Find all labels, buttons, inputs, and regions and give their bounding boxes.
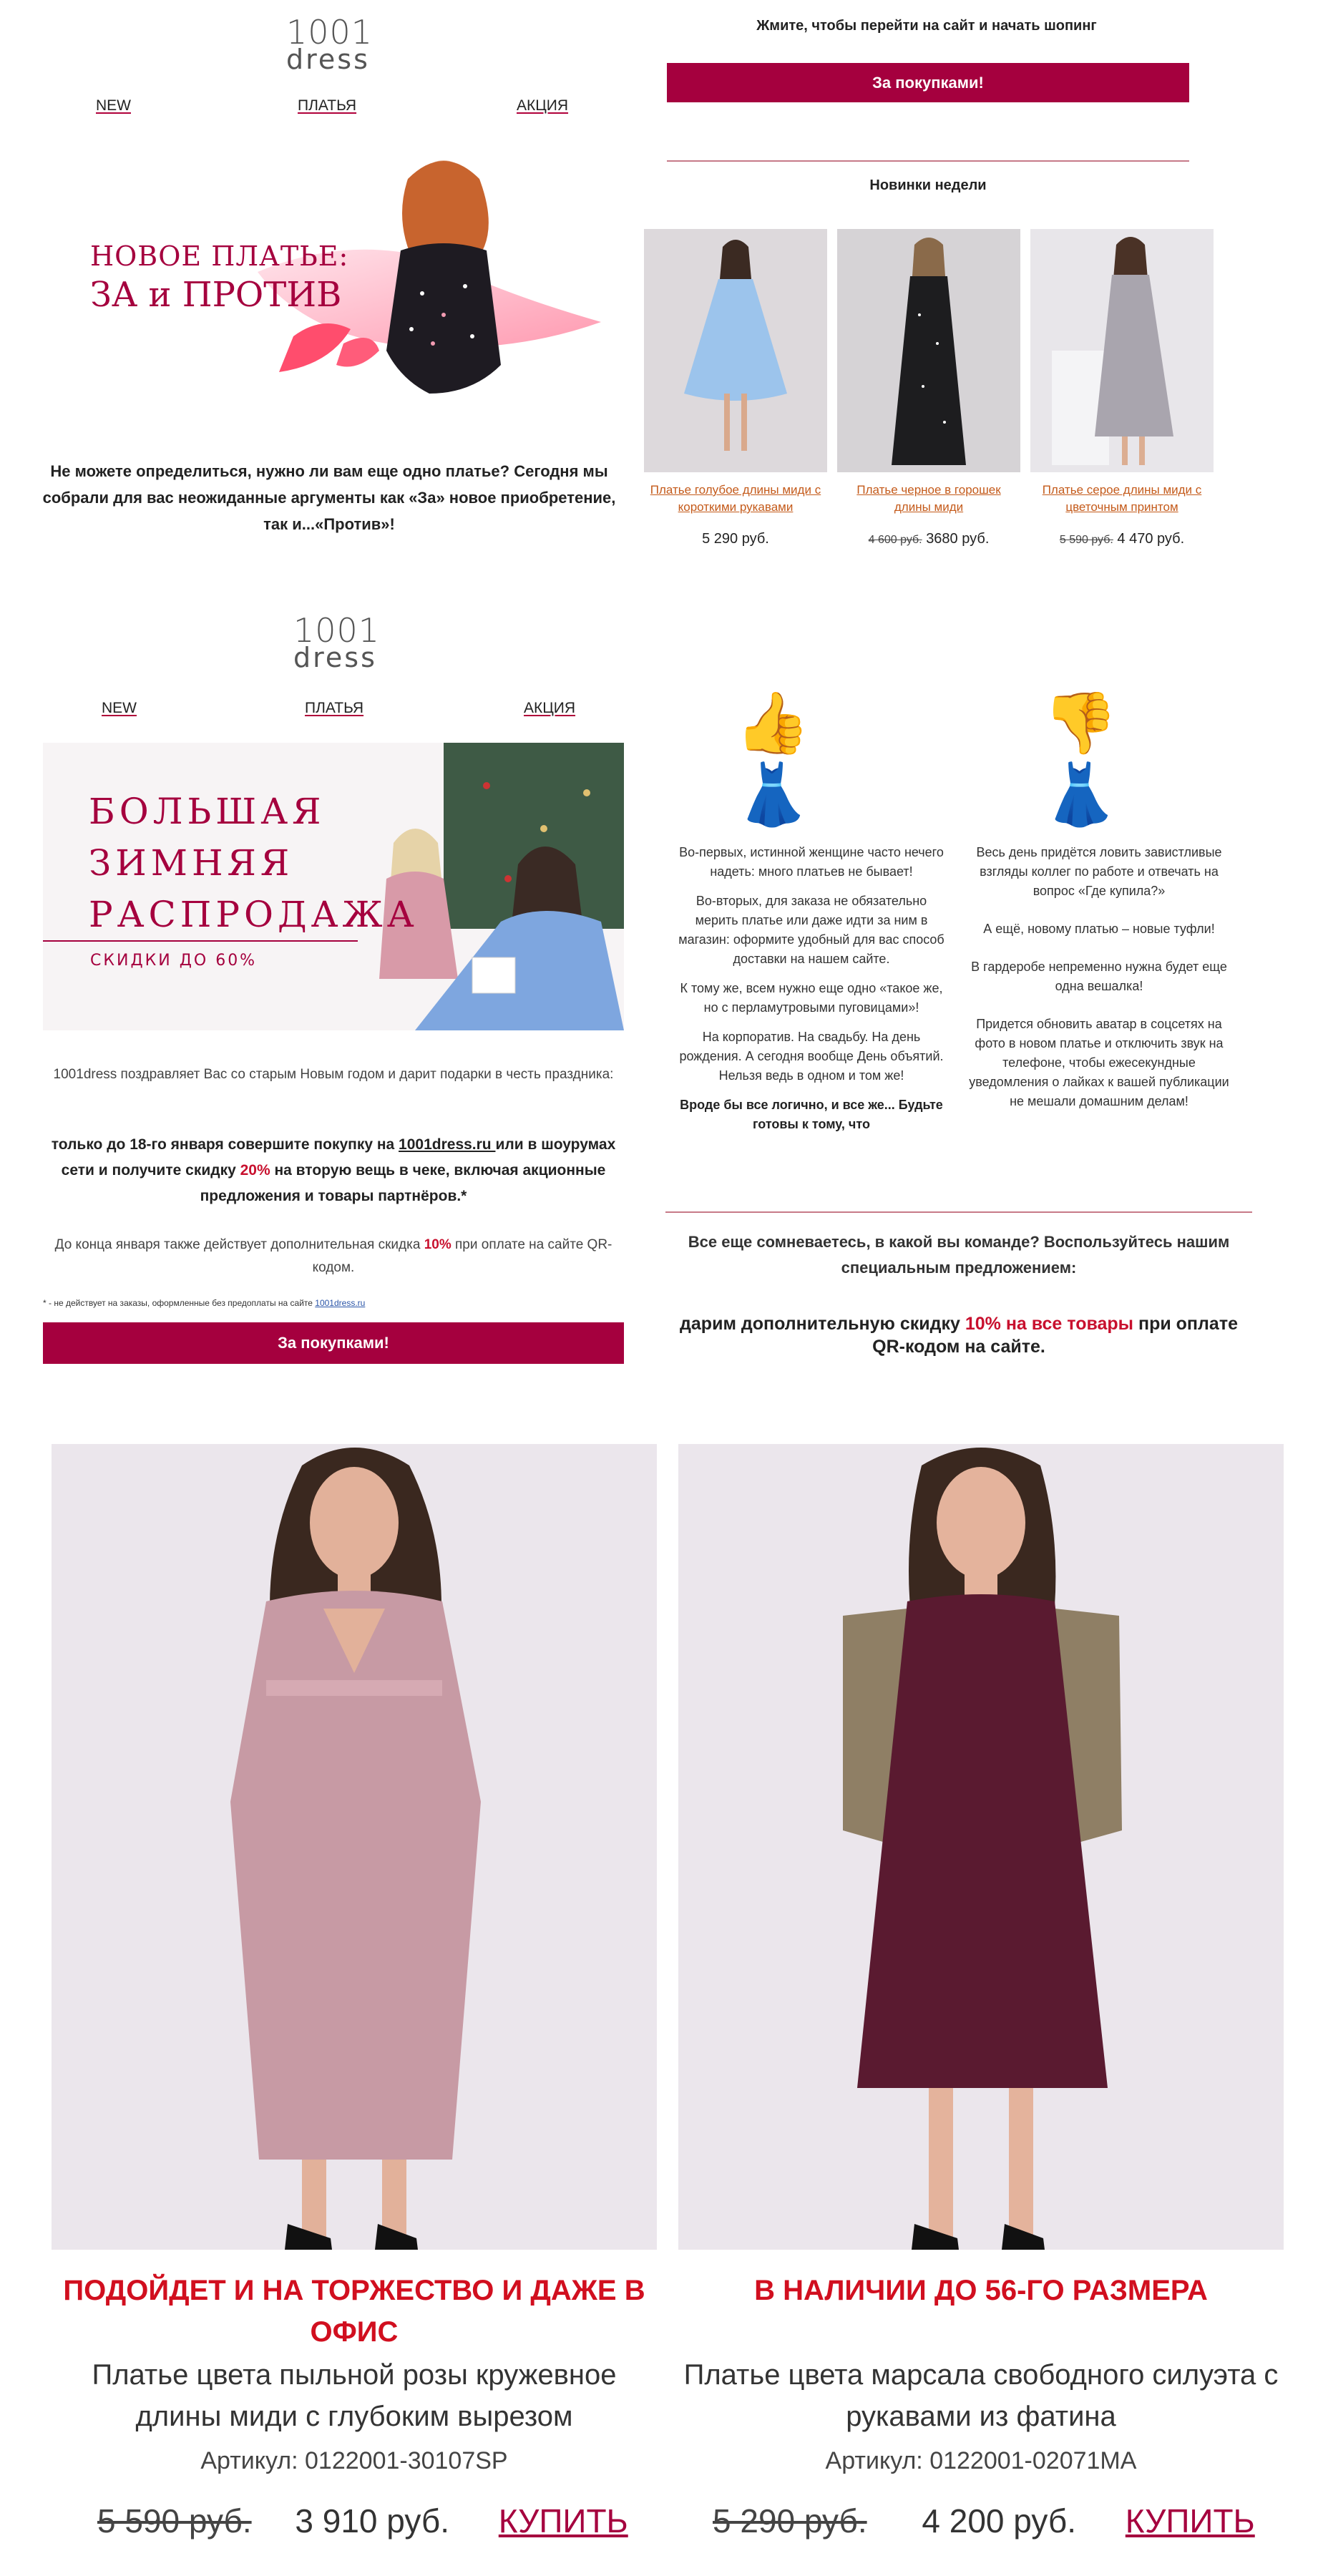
nav-dresses-link-2[interactable]: ПЛАТЬЯ — [305, 700, 364, 716]
big-old-price-1: 5 590 руб. — [97, 2502, 252, 2540]
winter-sale-line2: ЗИМНЯЯ — [89, 842, 294, 884]
product-photo-3 — [1030, 229, 1214, 472]
con-item-3: В гардеробе непременно нужна будет еще одна вешалка! — [971, 960, 1227, 993]
big-product-article-1: Артикул: 0122001-30107SP — [200, 2447, 508, 2474]
footnote — [43, 1298, 624, 1308]
pros-column — [678, 843, 944, 1134]
pro-item-3: К тому же, всем нужно еще одно «такое же, но с перламутровыми пуговицами»! — [680, 981, 943, 1015]
con-item-1: Весь день придётся ловить завистливые взгляды коллег по работе и отвечать на вопрос «Где купила?» — [976, 845, 1222, 898]
intro-text: Не можете определиться, нужно ли вам еще одно платье? Сегодня мы собрали для вас неожиданные аргументы как «За» новое приобретение, так и...«Против»! — [42, 462, 616, 533]
price-old-2: 4 600 руб. — [868, 534, 922, 546]
new-arrivals-title: Новинки недели — [869, 177, 987, 193]
big-old-price-2: 5 290 руб. — [713, 2502, 867, 2540]
pros-cons-banner[interactable] — [43, 150, 615, 415]
con-item-2: А ещё, новому платью – новые туфли! — [983, 922, 1215, 936]
logo-word: dress — [286, 44, 370, 75]
big-product-photo-2 — [678, 1444, 1284, 2250]
buy-button-1[interactable]: КУПИТЬ — [498, 2502, 628, 2540]
winter-sale-title — [89, 786, 419, 940]
product-link-3[interactable]: Платье серое длины миди с цветочным принтом — [1042, 483, 1202, 514]
shop-button-top[interactable]: За покупками! — [667, 63, 1189, 102]
winter-sale-line1: БОЛЬШАЯ — [89, 791, 326, 832]
winter-sale-subtitle: СКИДКИ ДО 60% — [90, 952, 258, 970]
product-image-1[interactable] — [644, 229, 827, 472]
big-product-price-row-1 — [97, 2502, 655, 2540]
cta-caption: Жмите, чтобы перейти на сайт и начать шопинг — [756, 18, 1097, 34]
product-photo-1 — [644, 229, 827, 472]
product-image-3[interactable] — [1030, 229, 1214, 472]
logo-number: 1001 — [293, 611, 381, 650]
greeting-text: 1001dress поздравляет Вас со старым Новым годом и дарит подарки в честь праздника: — [53, 1067, 614, 1082]
offer-part1: только до 18-го января совершите покупку на — [51, 1136, 399, 1153]
con-item-4: Придется обновить аватар в соцсетях на фото в новом платье и отключить звук на телефоне, чтобы ежесекундные уведомления о лайках к вашей публикации не мешали домашним делам! — [969, 1017, 1229, 1108]
pros-conclusion: Вроде бы все логично, и все же... Будьте готовы к тому, что — [680, 1098, 943, 1131]
thumbs-down-dress-icon: 👎👗 — [1043, 689, 1118, 828]
big-product-name-1: Платье цвета пыльной розы кружевное длины миди с глубоким вырезом — [92, 2359, 617, 2432]
qr-discount-part2: при оплате QR-кодом на сайте. — [872, 1314, 1238, 1357]
big-product-price-row-2 — [713, 2502, 1278, 2540]
nav-sale-link[interactable]: АКЦИЯ — [517, 97, 569, 114]
offer-percent: 20% — [240, 1162, 270, 1179]
nav-new-link-2[interactable]: NEW — [102, 700, 137, 716]
extra-part1: До конца января также действует дополнительная скидка — [54, 1237, 424, 1252]
banner-title-line2: ЗА и ПРОТИВ — [90, 275, 342, 315]
divider — [667, 160, 1189, 162]
doubt-text: Все еще сомневаетесь, в какой вы команде? Воспользуйтесь нашим специальным предложением: — [688, 1233, 1230, 1277]
product-link-1[interactable]: Платье голубое длины миди с короткими рукавами — [650, 483, 821, 514]
banner-title — [90, 240, 348, 315]
price-current-1: 5 290 руб. — [702, 531, 769, 547]
big-product-article-2: Артикул: 0122001-02071MA — [825, 2447, 1137, 2474]
big-product-photo-1 — [52, 1444, 657, 2250]
price-current-2: 3680 руб. — [926, 531, 990, 547]
footnote-text: * - не действует на заказы, оформленные без предоплаты на сайте — [43, 1298, 316, 1308]
site-link[interactable]: 1001dress.ru — [399, 1136, 496, 1153]
extra-discount-text — [43, 1234, 624, 1279]
nav-sale-link-2[interactable]: АКЦИЯ — [524, 700, 576, 716]
shop-button-bottom[interactable]: За покупками! — [43, 1322, 624, 1364]
thumbs-up-dress-icon: 👍👗 — [735, 689, 811, 828]
product-photo-2 — [837, 229, 1020, 472]
buy-button-2[interactable]: КУПИТЬ — [1125, 2502, 1255, 2540]
product-price-1 — [644, 531, 827, 547]
big-product-image-2[interactable] — [678, 1444, 1284, 2250]
divider-2 — [665, 1211, 1252, 1213]
footnote-link[interactable]: 1001dress.ru — [315, 1298, 366, 1308]
price-current-3: 4 470 руб. — [1117, 531, 1185, 547]
offer-part3: на вторую вещь в чеке, включая акционные предложения и товары партнёров.* — [200, 1162, 606, 1204]
offer-part2: или в шоурумах сети и получите скидку — [61, 1136, 616, 1179]
brand-logo[interactable] — [286, 13, 374, 75]
banner-rule — [43, 940, 358, 942]
product-link-2[interactable]: Платье черное в горошек длины миди — [856, 483, 1001, 514]
pro-item-1: Во-первых, истинной женщине часто нечего надеть: много платьев не бывает! — [679, 845, 944, 879]
logo-number: 1001 — [286, 13, 374, 52]
big-product-image-1[interactable] — [52, 1444, 657, 2250]
qr-discount-part1: дарим дополнительную скидку — [680, 1314, 965, 1334]
big-product-headline-2: В НАЛИЧИИ ДО 56-ГО РАЗМЕРА — [754, 2275, 1208, 2306]
big-product-headline-1: ПОДОЙДЕТ И НА ТОРЖЕСТВО И ДАЖЕ В ОФИС — [63, 2275, 645, 2348]
nav-new-link[interactable]: NEW — [96, 97, 131, 114]
nav-dresses-link[interactable]: ПЛАТЬЯ — [298, 97, 357, 114]
logo-word: dress — [293, 642, 377, 673]
product-image-2[interactable] — [837, 229, 1020, 472]
cons-column — [966, 843, 1232, 1111]
qr-discount-highlight: 10% на все товары — [965, 1314, 1134, 1334]
big-price-2: 4 200 руб. — [922, 2502, 1076, 2540]
winter-sale-line3: РАСПРОДАЖА — [89, 894, 419, 935]
extra-part2: при оплате на сайте QR-кодом. — [312, 1237, 612, 1275]
big-product-name-2: Платье цвета марсала свободного силуэта с рукавами из фатина — [683, 2359, 1279, 2432]
banner-title-line1: НОВОЕ ПЛАТЬЕ: — [90, 240, 349, 272]
extra-percent: 10% — [424, 1237, 451, 1252]
product-price-2 — [837, 531, 1020, 547]
pro-item-2: Во-вторых, для заказа не обязательно мерить платье или даже идти за ним в магазин: оформите удобный для вас способ доставки на нашем сайте. — [678, 894, 944, 966]
qr-discount-text — [665, 1312, 1252, 1358]
offer-text — [43, 1132, 624, 1209]
pro-item-4: На корпоратив. На свадьбу. На день рождения. А сегодня вообще День объятий. Нельзя ведь в одном и том же! — [679, 1030, 944, 1083]
big-price-1: 3 910 руб. — [295, 2502, 449, 2540]
product-price-3 — [1030, 531, 1214, 547]
brand-logo-2[interactable] — [293, 611, 381, 673]
price-old-3: 5 590 руб. — [1059, 534, 1113, 546]
winter-sale-banner[interactable] — [43, 743, 624, 1030]
